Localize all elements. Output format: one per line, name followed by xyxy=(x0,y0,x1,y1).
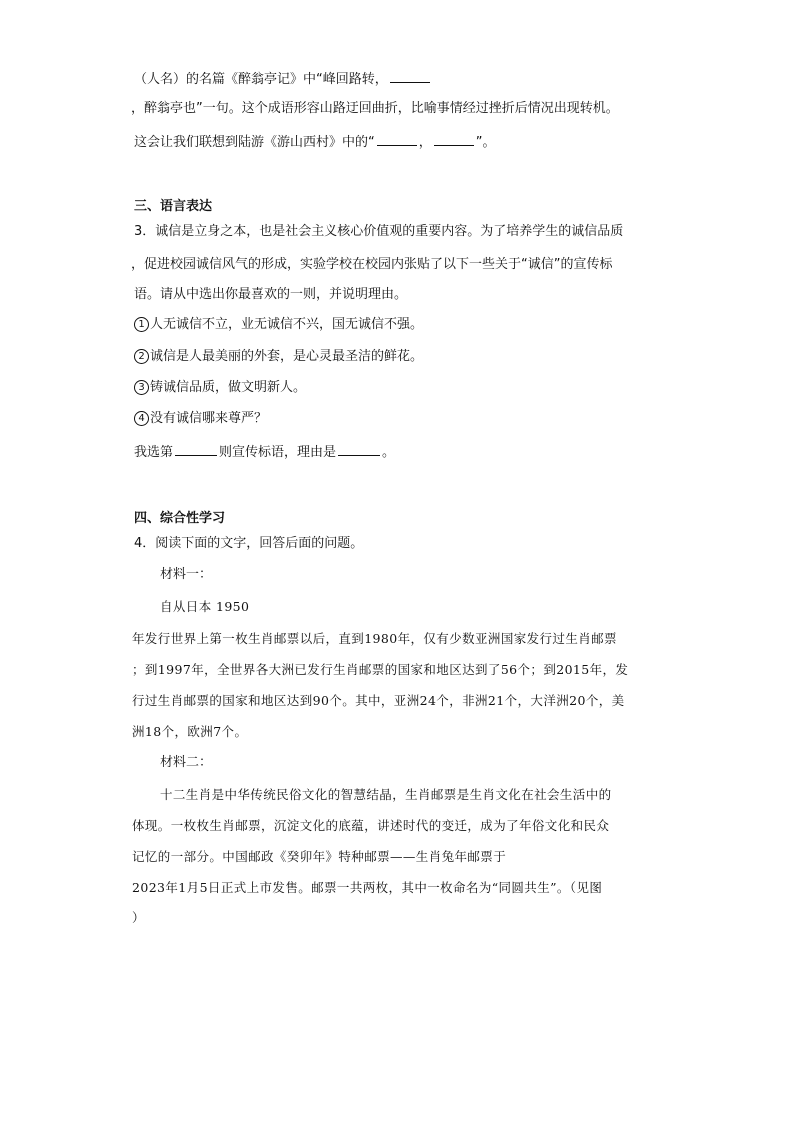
section-heading: 四、综合性学习 xyxy=(134,511,226,526)
option-number: 3 xyxy=(134,380,149,395)
material-text: 自从日本 1950 xyxy=(160,599,250,614)
question-text: ，促进校园诚信风气的形成，实验学校在校园内张贴了以下一些关于“诚信”的宣传标 xyxy=(131,257,613,272)
material-text: 洲18个，欧洲7个。 xyxy=(132,724,248,739)
material-label: 材料一： xyxy=(160,567,213,582)
answer-blank[interactable] xyxy=(175,441,217,456)
material-text: 体现。一枚枚生肖邮票，沉淀文化的底蕴，讲述时代的变迁，成为了年俗文化和民众 xyxy=(132,818,610,833)
option-item xyxy=(134,410,267,428)
option-item xyxy=(134,348,423,366)
option-item xyxy=(134,316,423,334)
question-text: 语。请从中选出你最喜欢的一则，并说明理由。 xyxy=(134,287,408,302)
material-text: ；到1997年，全世界各大洲已发行生肖邮票的国家和地区达到了56个；到2015年，发 xyxy=(132,662,629,677)
text-segment: ， xyxy=(418,135,432,150)
material-label: 材料二： xyxy=(160,755,213,770)
text-line: ，醉翁亭也”一句。这个成语形容山路迂回曲折，比喻事情经过挫折后情况出现转机。 xyxy=(131,101,619,116)
answer-blank[interactable] xyxy=(338,441,380,456)
answer-blank[interactable] xyxy=(434,131,474,146)
text-segment: （人名）的名篇《醉翁亭记》中“峰回路转， xyxy=(134,72,388,87)
answer-line xyxy=(134,441,395,462)
material-text: 记忆的一部分。中国邮政《癸卯年》特种邮票——生肖兔年邮票于 xyxy=(132,849,507,864)
text-segment: 这会让我们联想到陆游《游山西村》中的“ xyxy=(134,135,375,150)
text-segment: 则宣传标语，理由是 xyxy=(219,445,337,460)
text-line xyxy=(134,68,432,89)
option-text: 没有诚信哪来尊严？ xyxy=(150,411,268,426)
answer-blank[interactable] xyxy=(377,131,417,146)
question-text: 3．诚信是立身之本，也是社会主义核心价值观的重要内容。为了培养学生的诚信品质 xyxy=(134,224,624,239)
option-number: 2 xyxy=(134,349,149,364)
option-text: 人无诚信不立，业无诚信不兴，国无诚信不强。 xyxy=(150,317,424,332)
material-text: 2023年1月5日正式上市发售。邮票一共两枚，其中一枚命名为“同圆共生”。（见图 xyxy=(132,880,603,895)
material-text: 十二生肖是中华传统民俗文化的智慧结晶，生肖邮票是生肖文化在社会生活中的 xyxy=(160,787,612,802)
answer-blank[interactable] xyxy=(390,68,430,83)
option-text: 诚信是人最美丽的外套，是心灵最圣洁的鲜花。 xyxy=(150,349,424,364)
option-number: 4 xyxy=(134,411,149,426)
text-segment: 。 xyxy=(382,445,396,460)
material-text: ） xyxy=(132,910,145,925)
section-heading: 三、语言表达 xyxy=(134,199,213,214)
option-number: 1 xyxy=(134,317,149,332)
material-text: 年发行世界上第一枚生肖邮票以后，直到1980年，仅有少数亚洲国家发行过生肖邮票 xyxy=(132,631,617,646)
text-segment: 我选第 xyxy=(134,445,174,460)
text-segment: ”。 xyxy=(475,135,496,150)
text-line xyxy=(134,131,496,152)
option-item xyxy=(134,379,306,397)
option-text: 铸诚信品质，做文明新人。 xyxy=(150,380,307,395)
question-text: 4．阅读下面的文字，回答后面的问题。 xyxy=(134,536,364,551)
material-text: 行过生肖邮票的国家和地区达到90个。其中，亚洲24个，非洲21个，大洋洲20个，美 xyxy=(132,693,625,708)
